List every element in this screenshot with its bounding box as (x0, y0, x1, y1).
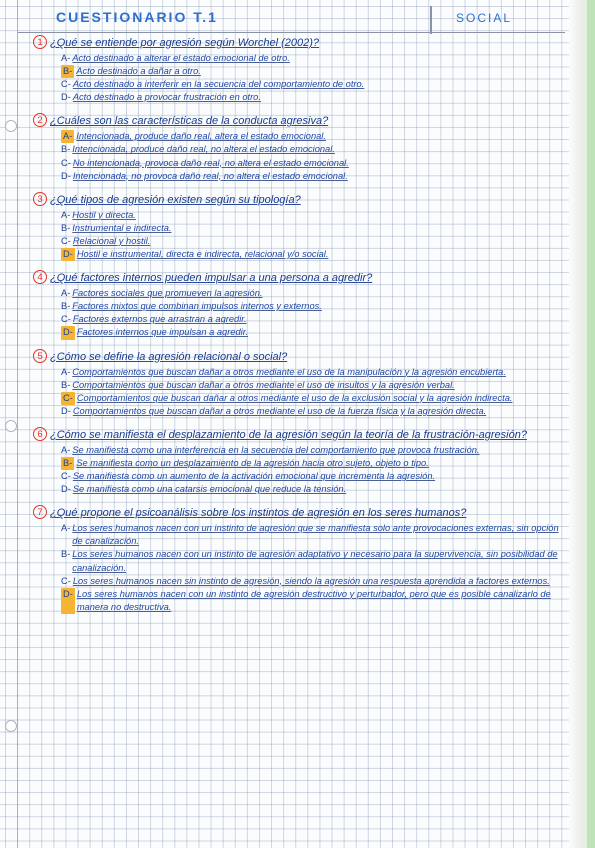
question-number: 3 (33, 192, 47, 206)
question-number: 1 (33, 35, 47, 49)
answer-letter: A- (61, 288, 71, 299)
answer-text: Acto destinado a interferir en la secuencia del comportamiento de otro. (72, 79, 365, 90)
question-block (33, 350, 561, 418)
answer-text: No intencionada, provoca daño real, no altera el estado emocional. (72, 157, 349, 168)
answer-option (61, 143, 561, 156)
answer-text: Comportamientos que buscan dañar a otros mediante el uso de la exclusión social y la agresión indirecta. (76, 392, 513, 403)
correct-answer-letter: B- (61, 65, 74, 78)
answer-letter: C- (61, 314, 71, 325)
binder-hole (5, 720, 17, 732)
answer-text: Intencionada, produce daño real, no altera el estado emocional. (72, 144, 335, 155)
answer-option (61, 457, 561, 470)
answer-option (61, 313, 561, 326)
question-number: 6 (33, 427, 47, 441)
answer-option (61, 91, 561, 104)
answer-letter: C- (61, 471, 71, 482)
question-block (33, 36, 561, 104)
answer-letter: B- (61, 144, 71, 155)
correct-answer-letter: A- (61, 130, 74, 143)
question-block (33, 114, 561, 182)
answer-text: Se manifiesta como una catarsis emocional que reduce la tensión. (72, 484, 347, 495)
question-text: ¿Qué propone el psicoanálisis sobre los instintos de agresión en los seres humanos? (50, 507, 467, 520)
answer-option (61, 405, 561, 418)
answer-letter: A- (61, 523, 71, 534)
answer-option (61, 65, 561, 78)
answer-text: Intencionada, no provoca daño real, no altera el estado emocional. (72, 170, 348, 181)
answer-letter: B- (61, 549, 71, 560)
binder-hole (5, 120, 17, 132)
answer-letter: A- (61, 444, 71, 455)
answer-option (61, 209, 561, 222)
answer-text: Los seres humanos nacen sin instinto de agresión, siendo la agresión una respuesta aprendida a factores externos. (72, 575, 550, 586)
page-edge-strip (587, 0, 595, 848)
question-number: 2 (33, 113, 47, 127)
question-row (33, 271, 561, 286)
page-header (18, 6, 565, 33)
answer-option (61, 575, 561, 588)
question-block (33, 428, 561, 496)
answer-option (61, 300, 561, 313)
answer-options (61, 444, 561, 496)
answer-letter: B- (61, 222, 71, 233)
answer-letter: C- (61, 575, 71, 586)
page-title: CUESTIONARIO T.1 (56, 9, 218, 25)
answer-option (61, 588, 561, 614)
answer-text: Intencionada, produce daño real, altera el estado emocional. (76, 131, 326, 142)
answer-text: Se manifiesta como un aumento de la activación emocional que incrementa la agresión. (72, 471, 436, 482)
answer-option (61, 222, 561, 235)
answer-text: Comportamientos que buscan dañar a otros mediante el uso de la fuerza física y la agresión directa. (72, 405, 487, 416)
question-block (33, 193, 561, 261)
correct-answer-letter: C- (61, 392, 75, 405)
correct-answer-letter: D- (61, 588, 75, 614)
question-text: ¿Qué factores internos pueden impulsar a una persona a agredir? (50, 272, 373, 285)
answer-option (61, 379, 561, 392)
question-number: 5 (33, 349, 47, 363)
answer-letter: A- (61, 209, 71, 220)
answer-option (61, 444, 561, 457)
answer-text: Factores sociales que promueven la agresión. (72, 288, 263, 299)
answer-text: Acto destinado a provocar frustración en otro. (72, 92, 261, 103)
margin-line (17, 0, 18, 848)
answer-option (61, 52, 561, 65)
answer-option (61, 548, 561, 574)
subject-label: SOCIAL (456, 11, 513, 25)
answer-text: Comportamientos que buscan dañar a otros mediante el uso de insultos y la agresión verbal. (72, 379, 455, 390)
answer-letter: D- (61, 405, 71, 416)
answer-option (61, 78, 561, 91)
correct-answer-letter: B- (61, 457, 74, 470)
question-text: ¿Cómo se manifiesta el desplazamiento de la agresión según la teoría de la frustración-agresión? (50, 428, 527, 441)
answer-options (61, 209, 561, 261)
answer-options (61, 130, 561, 182)
answer-letter: A- (61, 366, 71, 377)
answer-text: Relacional y hostil. (72, 235, 151, 246)
question-row (33, 428, 561, 443)
answer-option (61, 287, 561, 300)
answer-letter: D- (61, 484, 71, 495)
question-number: 7 (33, 505, 47, 519)
question-block (33, 506, 561, 614)
answer-letter: C- (61, 235, 71, 246)
question-text: ¿Cómo se define la agresión relacional o social? (50, 350, 288, 363)
answer-text: Hostil e instrumental, directa e indirecta, relacional y/o social. (76, 249, 329, 260)
answer-text: Los seres humanos nacen con un instinto de agresión adaptativo y necesario para la supervivencia, sin posibilidad de canalización. (72, 549, 558, 573)
answer-letter: A- (61, 53, 71, 63)
question-text: ¿Qué se entiende por agresión según Worchel (2002)? (50, 37, 320, 49)
answer-option (61, 470, 561, 483)
question-row (33, 36, 561, 51)
answer-option (61, 326, 561, 339)
answer-letter: B- (61, 301, 71, 312)
binder-hole (5, 420, 17, 432)
answer-text: Comportamientos que buscan dañar a otros mediante el uso de la manipulación y la agresión encubierta. (72, 366, 506, 377)
answer-letter: B- (61, 379, 71, 390)
answer-text: Instrumental e indirecta. (72, 222, 172, 233)
answer-option (61, 392, 561, 405)
answer-option (61, 235, 561, 248)
answer-text: Factores mixtos que combinan impulsos internos y externos. (72, 301, 322, 312)
answer-option (61, 522, 561, 548)
question-block (33, 271, 561, 339)
answer-text: Factores internos que impulsan a agredir. (76, 327, 249, 338)
answer-option (61, 157, 561, 170)
answer-letter: C- (61, 157, 71, 168)
question-row (33, 350, 561, 365)
questionnaire (33, 36, 561, 624)
answer-option (61, 483, 561, 496)
answer-options (61, 52, 561, 104)
header-divider (430, 6, 432, 34)
question-text: ¿Qué tipos de agresión existen según su tipología? (50, 193, 301, 206)
answer-letter: D- (61, 170, 71, 181)
answer-text: Acto destinado a alterar el estado emocional de otro. (72, 53, 290, 63)
answer-text: Se manifiesta como un desplazamiento de la agresión hacia otro sujeto, objeto o tipo. (76, 457, 429, 468)
answer-letter: C- (61, 79, 71, 90)
correct-answer-letter: D- (61, 248, 75, 261)
answer-option (61, 130, 561, 143)
question-row (33, 193, 561, 208)
answer-text: Factores externos que arrastran a agredir. (72, 314, 247, 325)
answer-options (61, 522, 561, 614)
correct-answer-letter: D- (61, 326, 75, 339)
question-row (33, 506, 561, 521)
answer-option (61, 170, 561, 183)
answer-text: Los seres humanos nacen con un instinto de agresión que se manifiesta solo ante provocaciones externas, sin opción de canalización. (72, 523, 559, 547)
answer-letter: D- (61, 92, 71, 103)
answer-text: Se manifiesta como una interferencia en la secuencia del comportamiento que provoca frustración. (72, 444, 480, 455)
answer-option (61, 248, 561, 261)
answer-text: Hostil y directa. (72, 209, 136, 220)
answer-options (61, 287, 561, 339)
answer-text: Los seres humanos nacen con un instinto de agresión destructivo y perturbador, pero que es posible canalizarlo de manera no destructiva. (76, 588, 551, 612)
answer-text: Acto destinado a dañar a otro. (76, 66, 201, 77)
question-text: ¿Cuáles son las características de la conducta agresiva? (50, 115, 329, 128)
answer-options (61, 366, 561, 418)
question-number: 4 (33, 270, 47, 284)
question-row (33, 114, 561, 129)
answer-option (61, 366, 561, 379)
